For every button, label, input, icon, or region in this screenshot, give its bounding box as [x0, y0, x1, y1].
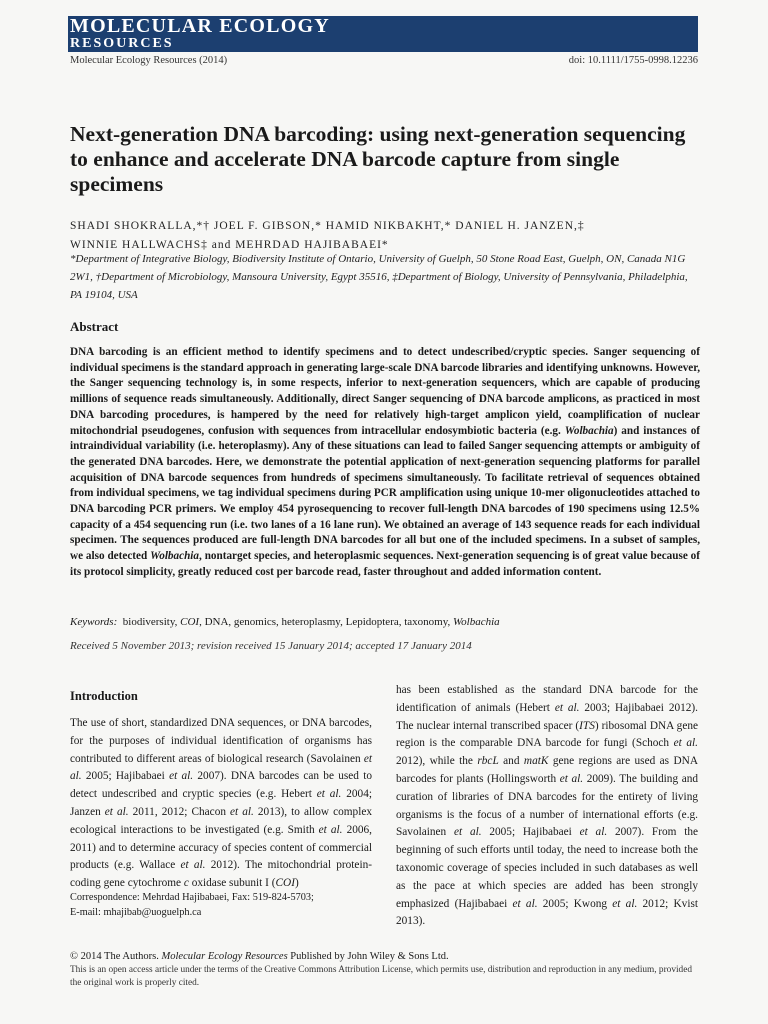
intro-paragraph-continued: has been established as the standard DNA barcode for the identification of animals (Hebert et al. 2003; Hajibabaei 2012). The nuclear internal transcribed spacer (ITS) ribosomal DNA gene region is the comparable DNA barcode for fungi (Schoch et al. 2012), while the rbcL and matK gene regions are used as DNA barcodes for plants (Hollingsworth et al. 2009). The building and curation of libraries of DNA barcodes for the entirety of living organisms is the focus of a number of international efforts (e.g. Savolainen et al. 2005; Hajibabaei et al. 2007). From the beginning of such efforts until today, the need to increase both the taxonomic coverage of species included in such databases as well as the pace at which species are added has been strongly emphasized (Hajibabaei et al. 2005; Kwong et al. 2012; Kvist 2013).	[396, 684, 699, 928]
running-head-journal: Molecular Ecology Resources (2014)	[70, 55, 228, 66]
intro-paragraph: The use of short, standardized DNA sequences, or DNA barcodes, for the purposes of individual identification of organisms has contributed to different areas of biological research (Savolainen et al. 2005; Hajibabaei et al. 2007). DNA barcodes can be used to detect undescribed and cryptic species (e.g. Hebert et al. 2004; Janzen et al. 2011, 2012; Chacon et al. 2013), to allow complex ecological interactions to be investigated (e.g. Smith et al. 2006, 2011) and to determine accuracy of species content of commercial products (e.g. Wallace et al. 2012). The mitochondrial protein-coding gene cytochrome c oxidase subunit I (COI)	[70, 717, 373, 890]
author-line-2: WINNIE HALLWACHS‡ and MEHRDAD HAJIBABAEI*	[70, 239, 389, 251]
keyword-gene: COI	[180, 616, 200, 628]
intro-column-left	[70, 682, 372, 893]
journal-name: MOLECULAR ECOLOGY	[70, 15, 330, 37]
correspondence	[70, 890, 372, 920]
open-access-notice: This is an open access article under the terms of the Creative Commons Attribution License, which permits use, distribution and reproduction in any medium, provided the original work is properly cited.	[70, 965, 692, 988]
abstract-part: ) and instances of intraindividual variability (i.e. heteroplasmy). Any of these situations can lead to failed Sanger sequencing attempts or ambiguity of the generated DNA barcodes. Here, we demonstrate the potential application of next-generation sequencing platforms for parallel acquisition of DNA barcode sequences from hundreds of specimens simultaneously. To facilitate retrieval of sequences obtained from individual specimens, we tag individual specimens during PCR amplification using unique 10-mer oligonucleotides attached to DNA barcoding PCR primers. We employ 454 pyrosequencing to recover full-length DNA barcodes of 190 specimens using 12.5% capacity of a 454 sequencing run (i.e. two lanes of a 16 lane run). We obtained an average of 143 sequence reads for each individual specimen. The sequences produced are full-length DNA barcodes for all but one of the included specimens. In a subset of samples, we also detected	[70, 424, 701, 563]
page-footer	[70, 950, 700, 990]
affiliations: *Department of Integrative Biology, Biodiversity Institute of Ontario, University of Guelph, 50 Stone Road East, Guelph, ON, Canada N1G 2W1, †Department of Microbiology, Mansoura University, Egypt 35516, ‡Department of Biology, University of Pennsylvania, Philadelphia, PA 19104, USA	[70, 253, 688, 301]
correspondence-line: Correspondence: Mehrdad Hajibabaei, Fax: 519-824-5703;	[70, 892, 314, 903]
journal-subname: RESOURCES	[70, 36, 174, 51]
abstract-text	[70, 345, 700, 581]
keyword-species: Wolbachia	[453, 616, 500, 628]
author-line-1: SHADI SHOKRALLA,*† JOEL F. GIBSON,* HAMID NIKBAKHT,* DANIEL H. JANZEN,‡	[70, 220, 585, 232]
abstract-part: DNA barcoding is an efficient method to identify specimens and to detect undescribed/cryptic species. Sanger sequencing of individual specimens is the standard approach in generating large-scale DNA barcode libraries and identifying unknowns. However, the Sanger sequencing technology is, in some respects, inferior to next-generation sequencers, which are capable of producing millions of sequence reads simultaneously. Additionally, direct Sanger sequencing of DNA barcode amplicons, as practiced in most DNA barcoding procedures, is hampered by the need for relatively high-target amplicon yield, coamplification of nuclear mitochondrial pseudogenes, confusion with sequences from intracellular endosymbiotic bacteria (e.g.	[70, 346, 700, 437]
abstract-heading: Abstract	[70, 319, 119, 334]
abstract-species: Wolbachia	[564, 424, 614, 437]
received-dates: Received 5 November 2013; revision received 15 January 2014; accepted 17 January 2014	[70, 640, 472, 652]
correspondence-email[interactable]: E-mail: mhajibab@uoguelph.ca	[70, 907, 202, 918]
keyword-text: , DNA, genomics, heteroplasmy, Lepidoptera, taxonomy,	[199, 616, 454, 628]
abstract-species: Wolbachia	[150, 550, 200, 563]
introduction-heading: Introduction	[70, 689, 138, 703]
journal-banner	[68, 16, 698, 52]
copyright-line: © 2014 The Authors. Molecular Ecology Resources Published by John Wiley & Sons Ltd.	[70, 951, 449, 962]
intro-column-right	[396, 682, 698, 931]
keywords-label: Keywords:	[70, 616, 118, 628]
keyword-text: biodiversity,	[122, 616, 181, 628]
abstract-part: , nontarget species, and heteroplasmic sequences. Next-generation sequencing is of great value because of its protocol simplicity, greatly reduced cost per barcode read, faster throughout and added information content.	[70, 550, 701, 578]
article-title: Next-generation DNA barcoding: using next-generation sequencing to enhance and accelerate DNA barcode capture from single specimens	[70, 122, 686, 196]
doi[interactable]: doi: 10.1111/1755-0998.12236	[568, 55, 698, 66]
keywords	[70, 614, 700, 630]
